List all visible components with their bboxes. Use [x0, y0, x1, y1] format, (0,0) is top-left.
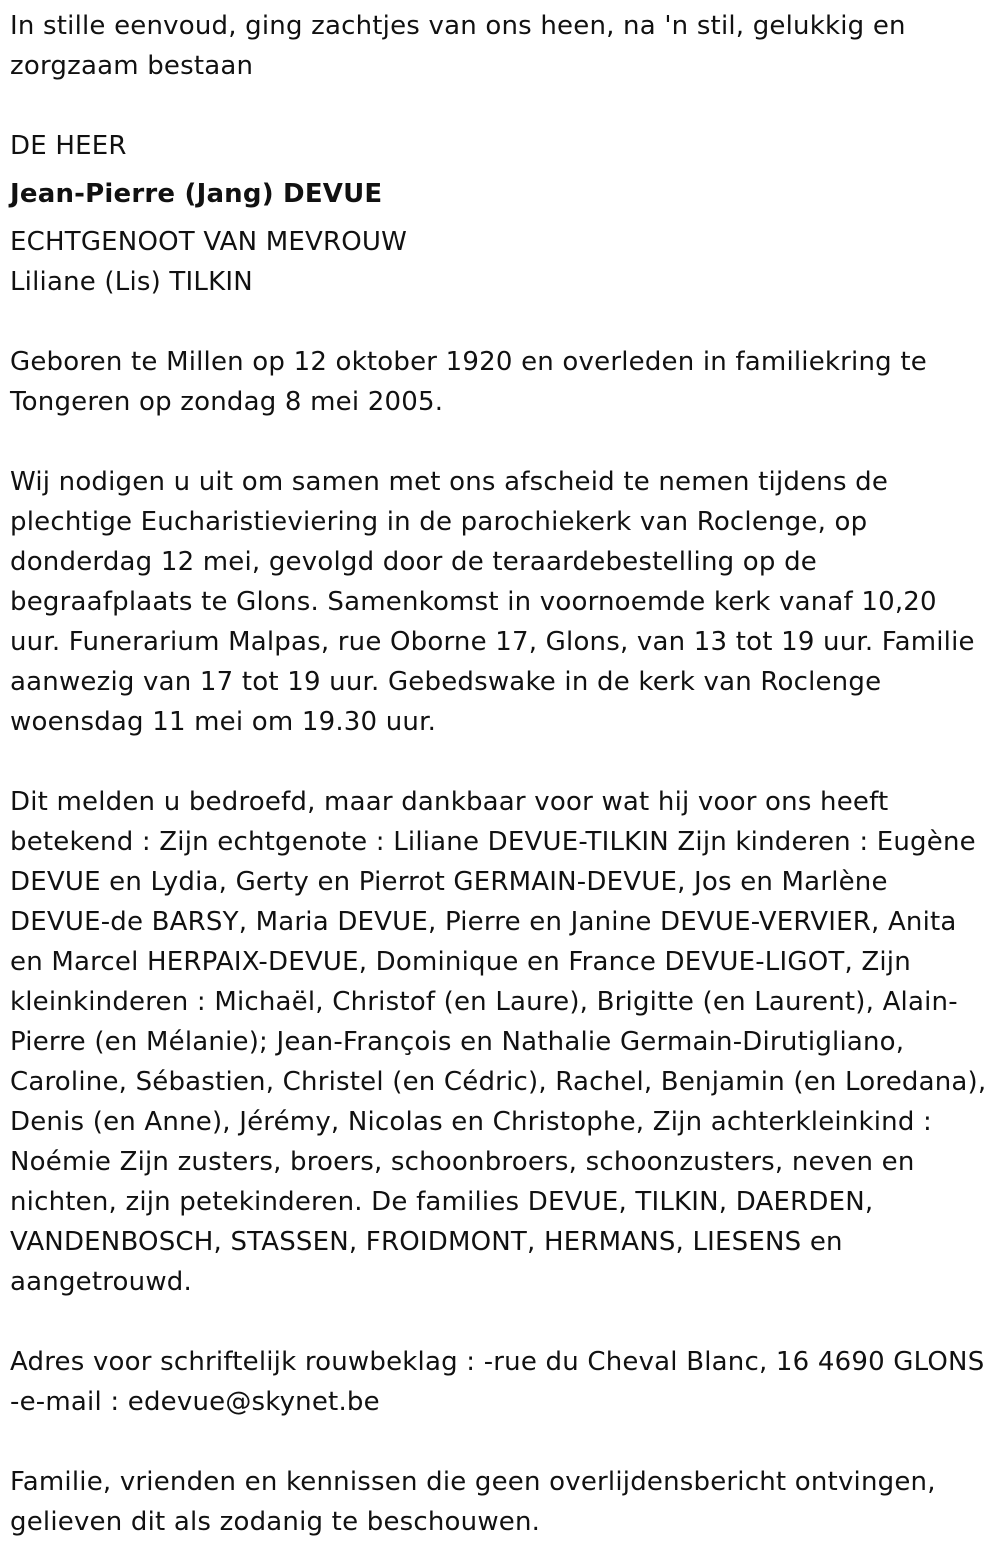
spouse-name: Liliane (Lis) TILKIN [10, 267, 253, 297]
address-line: Adres voor schriftelijk rouwbeklag : -rue du Cheval Blanc, 16 4690 GLONS [10, 1347, 985, 1377]
name-block [10, 126, 990, 302]
invitation-paragraph: Wij nodigen u uit om samen met ons afscheid te nemen tijdens de plechtige Eucharistieviering in de parochiekerk van Roclenge, op donderdag 12 mei, gevolgd door de teraardebestelling op de begraafplaats te Glons. Samenkomst in voornoemde kerk vanaf 10,20 uur. Funerarium Malpas, rue Oborne 17, Glons, van 13 tot 19 uur. Familie aanwezig van 17 tot 19 uur. Gebedswake in de kerk van Roclenge woensdag 11 mei om 19.30 uur. [10, 467, 975, 737]
deceased-name: Jean-Pierre (Jang) DEVUE [10, 179, 383, 209]
family-paragraph: Dit melden u bedroefd, maar dankbaar voor wat hij voor ons heeft betekend : Zijn echtgenote : Liliane DEVUE-TILKIN Zijn kinderen : Eugène DEVUE en Lydia, Gerty en Pierrot GERMAIN-DEVUE, Jos en Marlène DEVUE-de BARSY, Maria DEVUE, Pierre en Janine DEVUE-VERVIER, Anita en Marcel HERPAIX-DEVUE, Dominique en France DEVUE-LIGOT, Zijn kleinkinderen : Michaël, Christof (en Laure), Brigitte (en Laurent), Alain-Pierre (en Mélanie); Jean-François en Nathalie Germain-Dirutigliano, Caroline, Sébastien, Christel (en Cédric), Rachel, Benjamin (en Loredana), Denis (en Anne), Jérémy, Nicolas en Christophe, Zijn achterkleinkind : Noémie Zijn zusters, broers, schoonbroers, schoonzusters, neven en nichten, zijn petekinderen. De families DEVUE, TILKIN, DAERDEN, VANDENBOSCH, STASSEN, FROIDMONT, HERMANS, LIESENS en aangetrouwd. [10, 787, 987, 1297]
relation-line: ECHTGENOOT VAN MEVROUW [10, 227, 408, 257]
email-line: -e-mail : edevue@skynet.be [10, 1387, 380, 1417]
address-block [10, 1342, 990, 1422]
title-prefix: DE HEER [10, 131, 127, 161]
birth-death-paragraph: Geboren te Millen op 12 oktober 1920 en overleden in familiekring te Tongeren op zondag 8 mei 2005. [10, 347, 927, 417]
closing-paragraph: Familie, vrienden en kennissen die geen overlijdensbericht ontvingen, gelieven dit als zodanig te beschouwen. [10, 1467, 936, 1537]
intro-paragraph: In stille eenvoud, ging zachtjes van ons heen, na 'n stil, gelukkig en zorgzaam bestaan [10, 11, 906, 81]
